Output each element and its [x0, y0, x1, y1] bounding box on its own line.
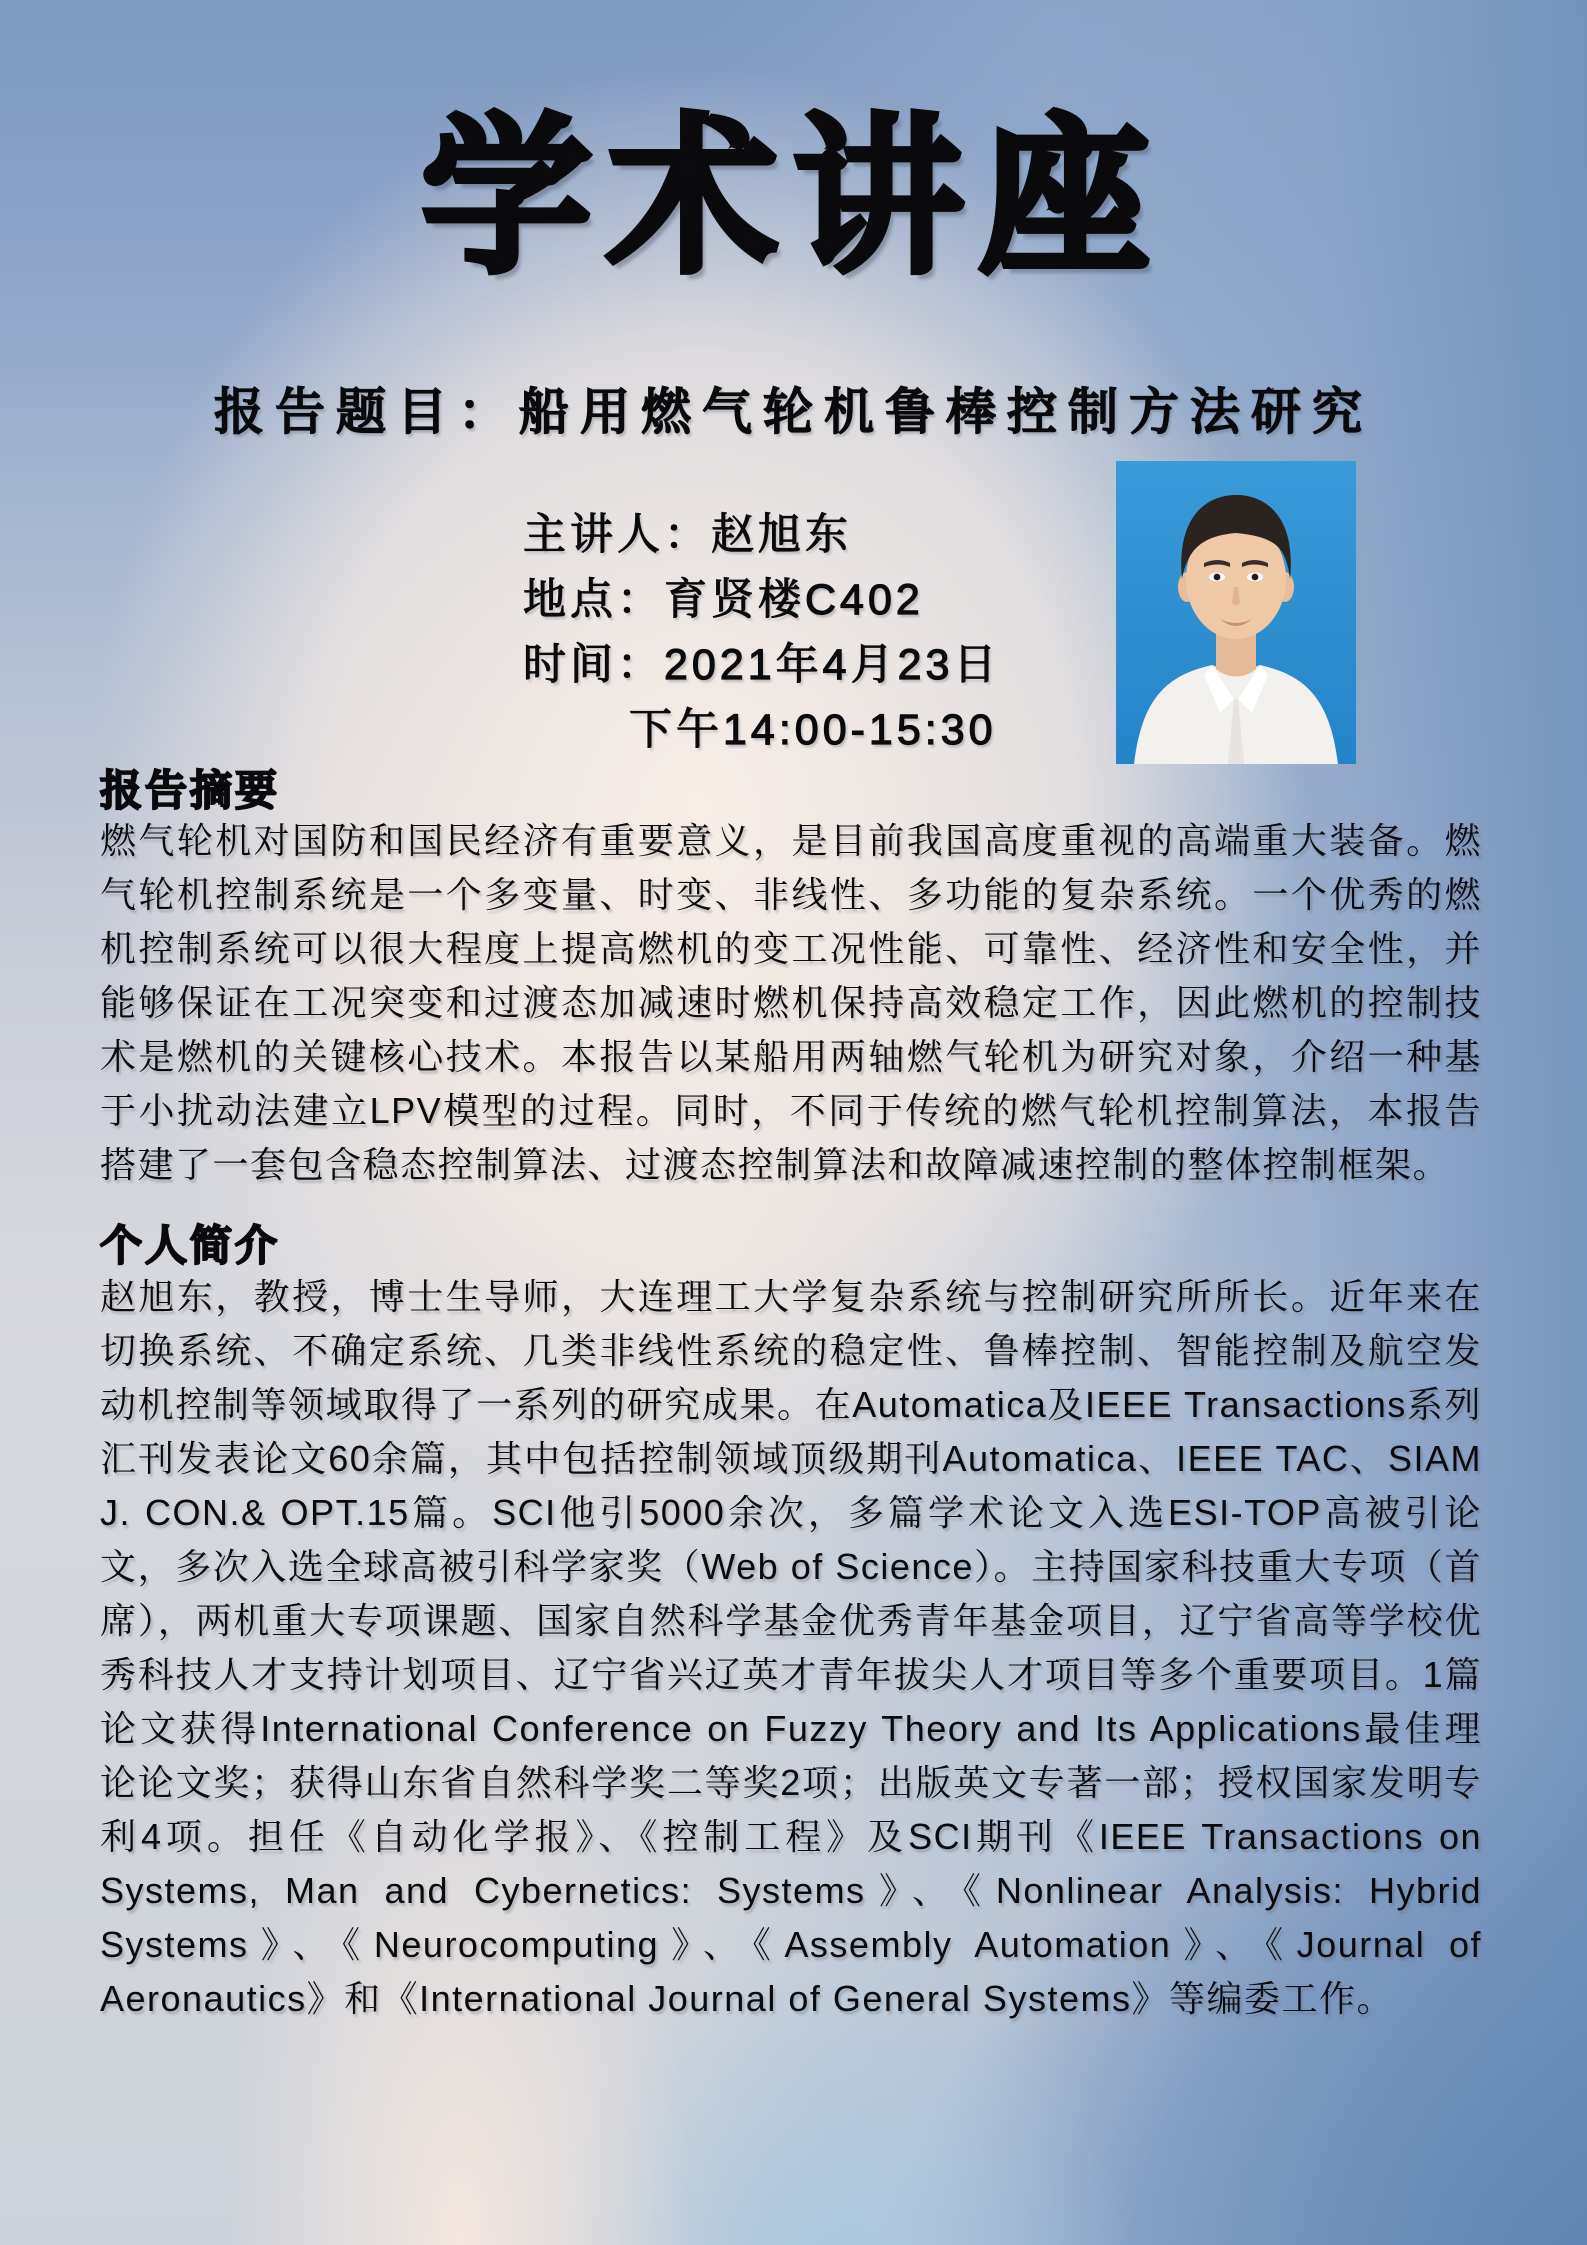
date-line: 时间：2021年4月23日 — [523, 641, 1001, 689]
speaker-line: 主讲人：赵旭东 — [523, 511, 852, 559]
profile-body-text: 赵旭东，教授，博士生导师，大连理工大学复杂系统与控制研究所所长。近年来在切换系统、不确定系统、几类非线性系统的稳定性、鲁棒控制、智能控制及航空发动机控制等领域取得了一系列的研究成果。在Automatica及IEEE Transactions系列汇刊发表论文60余篇，其中包括控制领域顶级期刊Automatica、IEEE TAC、SIAM J. CON.& OPT.15篇。SCI他引5000余次，多篇学术论文入选ESI-TOP高被引论文，多次入选全球高被引科学家奖（Web of Science）。主持国家科技重大专项（首席），两机重大专项课题、国家自然科学基金优秀青年基金项目，辽宁省高等学校优秀科技人才支持计划项目、辽宁省兴辽英才青年拔尖人才项目等多个重要项目。1篇论文获得International Conference on Fuzzy Theory and Its Applications最佳理论论文奖；获得山东省自然科学奖二等奖2项；出版英文专著一部；授权国家发明专利4项。担任《自动化学报》、《控制工程》及SCI期刊《IEEE Transactions on Systems, Man and Cybernetics: Systems》、《Nonlinear Analysis: Hybrid Systems》、《Neurocomputing》、《Assembly Automation》、《Journal of Aeronautics》和《International Journal of General Systems》等编委工作。 — [100, 1276, 1482, 2019]
abstract-heading: 报告摘要 — [100, 767, 281, 814]
speaker-portrait-photo — [1116, 461, 1356, 764]
location-line: 地点：育贤楼C402 — [523, 576, 924, 624]
page-title: 学术讲座 — [421, 103, 1166, 293]
profile-heading: 个人简介 — [100, 1222, 281, 1269]
lecture-info-block — [523, 503, 1000, 763]
lecture-topic-subtitle: 报告题目：船用燃气轮机鲁棒控制方法研究 — [214, 384, 1373, 440]
time-range-line: 下午14:00-15:30 — [629, 706, 997, 754]
abstract-body-text: 燃气轮机对国防和国民经济有重要意义，是目前我国高度重视的高端重大装备。燃气轮机控制系统是一个多变量、时变、非线性、多功能的复杂系统。一个优秀的燃机控制系统可以很大程度上提高燃机的变工况性能、可靠性、经济性和安全性，并能够保证在工况突变和过渡态加减速时燃机保持高效稳定工作，因此燃机的控制技术是燃机的关键核心技术。本报告以某船用两轴燃气轮机为研究对象，介绍一种基于小扰动法建立LPV模型的过程。同时，不同于传统的燃气轮机控制算法，本报告搭建了一套包含稳态控制算法、过渡态控制算法和故障减速控制的整体控制框架。 — [100, 820, 1482, 1185]
